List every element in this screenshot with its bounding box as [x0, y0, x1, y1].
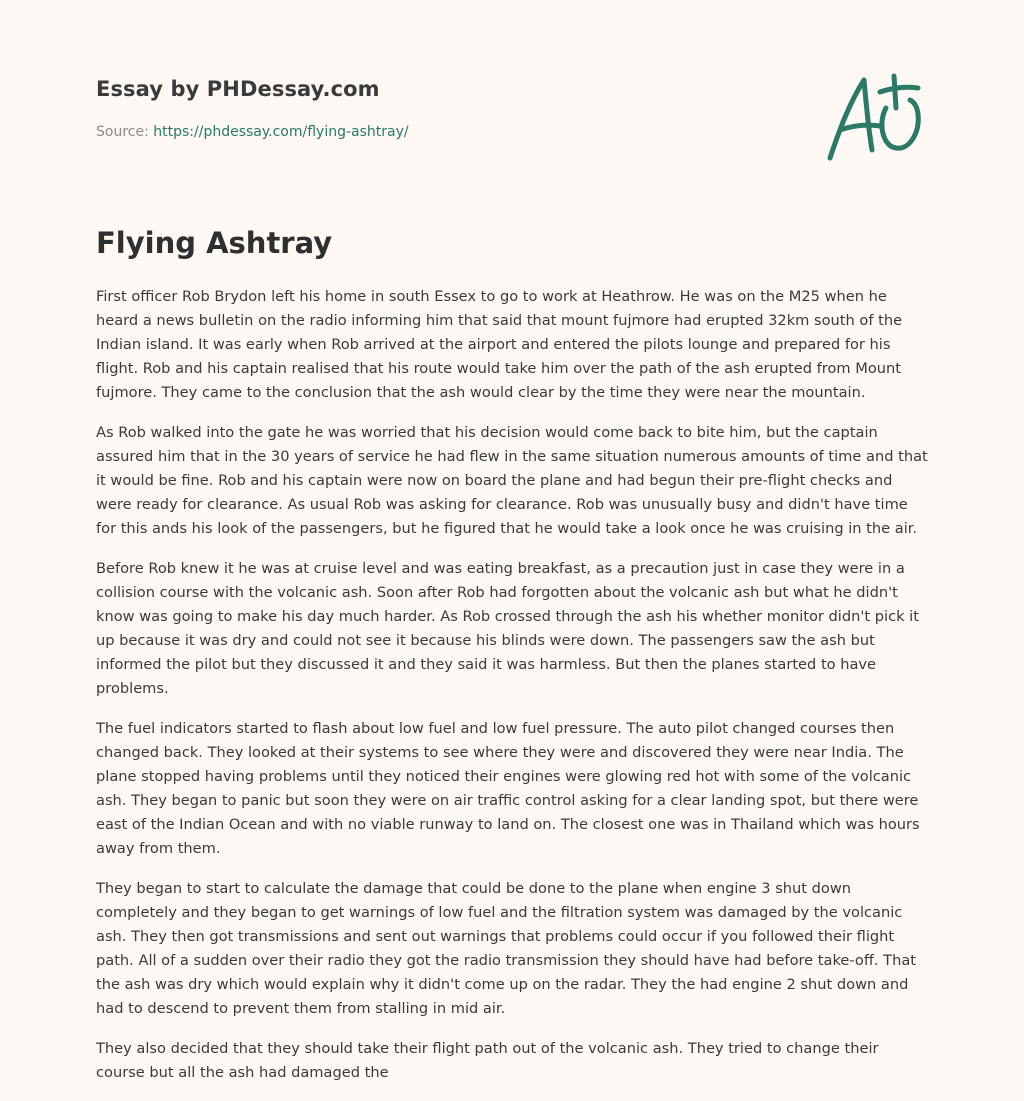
essay-paragraph: As Rob walked into the gate he was worried that his decision would come back to bite him, but the captain assured him that in the 30 years of service he had flew in the same situation numerous amounts of time and that it would be fine. Rob and his captain were now on board the plane and had begun their pre-flight checks and were ready for clearance. As usual Rob was asking for clearance. Rob was unusually busy and didn't have time for this ands his look of the passengers, but he figured that he would take a look once he was cruising in the air. — [96, 424, 928, 537]
essay-paragraph: They also decided that they should take their flight path out of the volcanic ash. They tried to change their course but all the ash had damaged the — [96, 1040, 879, 1081]
site-brand: Essay by PHDessay.com — [96, 77, 380, 101]
source-link[interactable]: https://phdessay.com/flying-ashtray/ — [153, 124, 409, 140]
essay-paragraph: First officer Rob Brydon left his home in south Essex to go to work at Heathrow. He was on the M25 when he heard a news bulletin on the radio informing him that said that mount fujmore had erupted 32km south of the Indian island. It was early when Rob arrived at the airport and entered the pilots lounge and prepared for his flight. Rob and his captain realised that his route would take him over the path of the ash erupted from Mount fujmore. They came to the conclusion that the ash would clear by the time they were near the mountain. — [96, 288, 903, 401]
essay-paragraph: The fuel indicators started to flash about low fuel and low fuel pressure. The auto pilot changed courses then changed back. They looked at their systems to see where they were and discovered they were near India. The plane stopped having problems until they noticed their engines were glowing red hot with some of the volcanic ash. They began to panic but soon they were on air traffic control asking for a clear landing spot, but there were east of the Indian Ocean and with no viable runway to land on. The closest one was in Thailand which was hours away from them. — [96, 720, 920, 857]
source-line — [96, 124, 409, 140]
essay-body — [96, 285, 928, 1101]
essay-paragraph: They began to start to calculate the damage that could be done to the plane when engine 3 shut down completely and they began to get warnings of low fuel and the filtration system was damaged by the volcanic ash. They then got transmissions and sent out warnings that problems could occur if you followed their flight path. All of a sudden over their radio they got the radio transmission they should have had before take-off. That the ash was dry which would explain why it didn't come up on the radar. They the had engine 2 shut down and had to descend to prevent them from stalling in mid air. — [96, 880, 917, 1017]
essay-paragraph: Before Rob knew it he was at cruise level and was eating breakfast, as a precaution just in case they were in a collision course with the volcanic ash. Soon after Rob had forgotten about the volcanic ash but what he didn't know was going to make his day much harder. As Rob crossed through the ash his whether monitor didn't pick it up because it was dry and could not see it because his blinds were down. The passengers saw the ash but informed the pilot but they discussed it and they said it was harmless. But then the planes started to have problems. — [96, 560, 919, 697]
a-plus-logo-icon — [824, 68, 928, 166]
essay-title: Flying Ashtray — [96, 226, 333, 260]
source-label: Source: — [96, 124, 149, 140]
